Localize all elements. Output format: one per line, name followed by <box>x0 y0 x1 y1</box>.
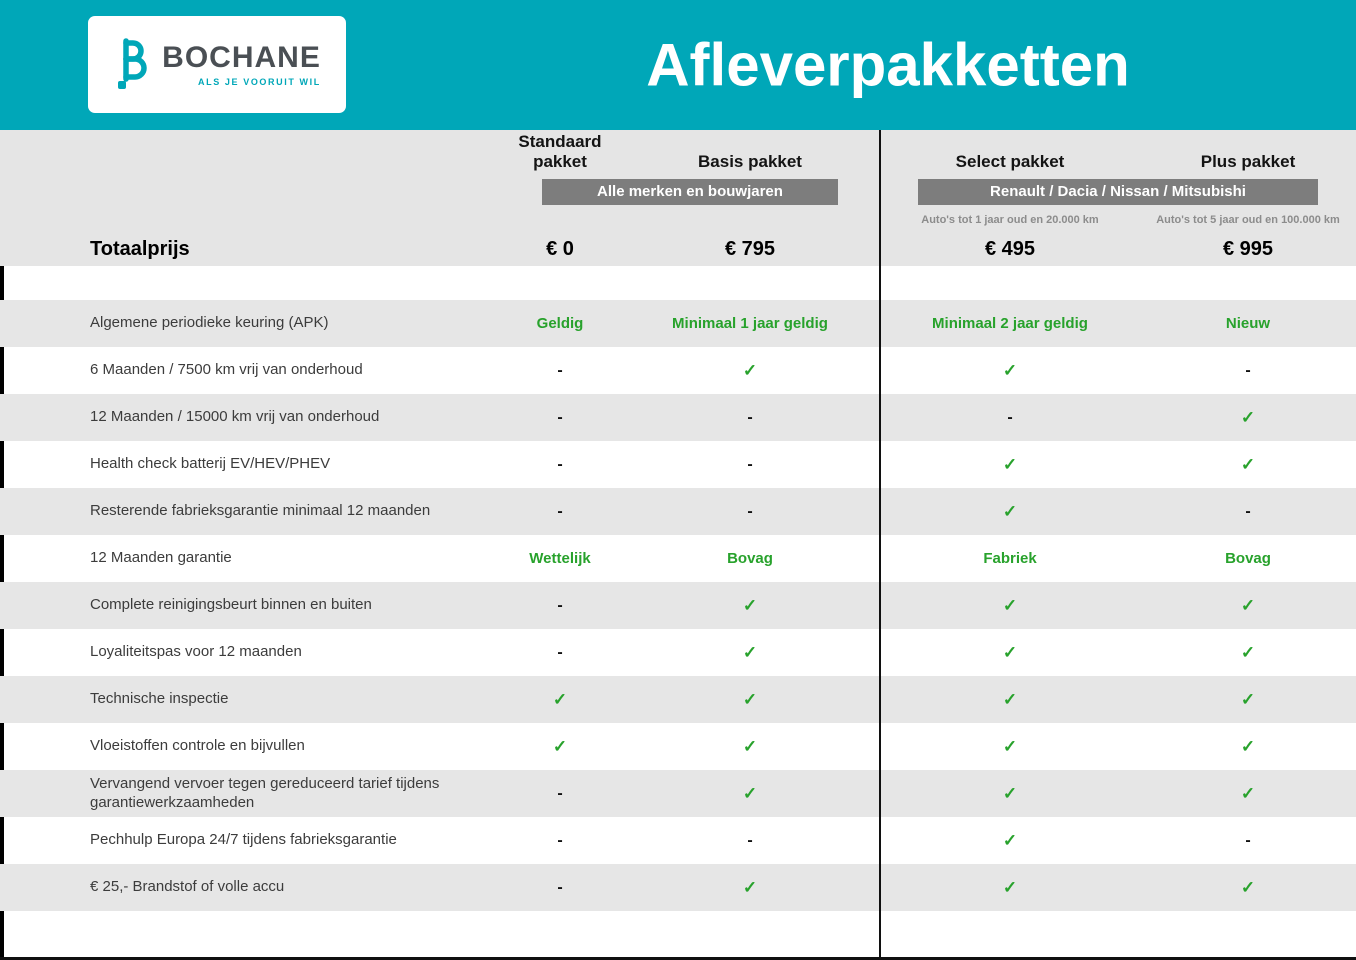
check-icon: ✓ <box>552 689 568 709</box>
column-note-select: Auto's tot 1 jaar oud en 20.000 km <box>921 214 1099 226</box>
check-icon: ✓ <box>742 877 758 897</box>
check-icon: ✓ <box>742 642 758 662</box>
feature-value: Bovag <box>1225 550 1271 567</box>
check-icon: ✓ <box>1240 454 1256 474</box>
logo-name: BOCHANE <box>162 40 321 74</box>
table-row <box>0 723 1356 770</box>
dash-icon: - <box>747 408 753 426</box>
column-header-select: Select pakket <box>955 152 1065 171</box>
column-header-plus: Plus pakket <box>1200 152 1296 171</box>
logo-tagline: ALS JE VOORUIT WIL <box>198 76 321 87</box>
feature-label: Technische inspectie <box>90 690 229 708</box>
notes-row <box>0 208 1356 232</box>
feature-value: Nieuw <box>1225 315 1271 332</box>
table-row <box>0 394 1356 441</box>
dash-icon: - <box>557 643 563 661</box>
feature-value: Minimaal 1 jaar geldig <box>672 315 828 332</box>
badges-row <box>0 176 1356 208</box>
feature-label: Vervangend vervoer tegen gereduceerd tarief tijdens garantiewerkzaamheden <box>90 774 440 811</box>
check-icon: ✓ <box>1002 595 1018 615</box>
feature-label: Vloeistoffen controle en bijvullen <box>90 737 305 755</box>
bochane-logo-icon <box>113 33 153 96</box>
dash-icon: - <box>747 831 753 849</box>
feature-label: Algemene periodieke keuring (APK) <box>90 314 329 332</box>
total-price-plus: € 995 <box>1222 237 1274 260</box>
table-row <box>0 347 1356 394</box>
table-row <box>0 300 1356 347</box>
table-row <box>0 441 1356 488</box>
header-gap-row <box>0 266 1356 300</box>
dash-icon: - <box>1245 831 1251 849</box>
table-header <box>0 130 1356 266</box>
table-row <box>0 864 1356 911</box>
check-icon: ✓ <box>742 689 758 709</box>
logo-card <box>88 16 346 113</box>
dash-icon: - <box>557 831 563 849</box>
badge-brands-renault-dacia-nissan-mitsubishi: Renault / Dacia / Nissan / Mitsubishi <box>918 179 1318 205</box>
feature-value: Bovag <box>727 550 773 567</box>
column-headers-row <box>0 130 1356 176</box>
check-icon: ✓ <box>1240 736 1256 756</box>
check-icon: ✓ <box>742 360 758 380</box>
feature-label: Complete reinigingsbeurt binnen en buiten <box>90 596 372 614</box>
check-icon: ✓ <box>1002 454 1018 474</box>
feature-value: Wettelijk <box>529 550 591 567</box>
total-price-standaard: € 0 <box>546 237 574 260</box>
header-banner <box>0 0 1356 130</box>
page-title: Afleverpakketten <box>646 31 1130 99</box>
feature-label: € 25,- Brandstof of volle accu <box>90 878 285 896</box>
check-icon: ✓ <box>552 736 568 756</box>
dash-icon: - <box>747 455 753 473</box>
check-icon: ✓ <box>1002 360 1018 380</box>
check-icon: ✓ <box>1240 877 1256 897</box>
table-row <box>0 535 1356 582</box>
dash-icon: - <box>747 502 753 520</box>
column-header-standaard: Standaard pakket <box>518 132 602 171</box>
bottom-filler <box>0 911 1356 957</box>
total-price-row <box>0 232 1356 266</box>
dash-icon: - <box>557 502 563 520</box>
check-icon: ✓ <box>1002 736 1018 756</box>
table-row <box>0 676 1356 723</box>
feature-label: Pechhulp Europa 24/7 tijdens fabrieksgarantie <box>90 831 397 849</box>
feature-rows <box>0 300 1356 911</box>
check-icon: ✓ <box>1002 689 1018 709</box>
feature-label: Health check batterij EV/HEV/PHEV <box>90 455 331 473</box>
feature-value: Fabriek <box>983 550 1037 567</box>
feature-label: 6 Maanden / 7500 km vrij van onderhoud <box>90 361 363 379</box>
dash-icon: - <box>557 596 563 614</box>
check-icon: ✓ <box>1002 783 1018 803</box>
dash-icon: - <box>557 878 563 896</box>
check-icon: ✓ <box>1240 642 1256 662</box>
dash-icon: - <box>1007 408 1013 426</box>
check-icon: ✓ <box>1002 830 1018 850</box>
column-note-plus: Auto's tot 5 jaar oud en 100.000 km <box>1156 214 1340 226</box>
total-price-label: Totaalprijs <box>90 237 190 260</box>
feature-label: Loyaliteitspas voor 12 maanden <box>90 643 302 661</box>
logo-text <box>162 40 321 87</box>
total-price-select: € 495 <box>984 237 1036 260</box>
check-icon: ✓ <box>1240 407 1256 427</box>
feature-label: Resterende fabrieksgarantie minimaal 12 maanden <box>90 502 431 520</box>
check-icon: ✓ <box>1002 501 1018 521</box>
feature-value: Geldig <box>536 315 584 332</box>
column-divider-line <box>879 130 881 957</box>
check-icon: ✓ <box>1240 595 1256 615</box>
column-header-basis: Basis pakket <box>698 152 802 171</box>
check-icon: ✓ <box>1002 642 1018 662</box>
dash-icon: - <box>557 784 563 802</box>
badge-all-brands: Alle merken en bouwjaren <box>542 179 838 205</box>
check-icon: ✓ <box>742 595 758 615</box>
dash-icon: - <box>557 408 563 426</box>
table-row <box>0 817 1356 864</box>
dash-icon: - <box>557 455 563 473</box>
table-row <box>0 488 1356 535</box>
check-icon: ✓ <box>1002 877 1018 897</box>
total-price-basis: € 795 <box>724 237 776 260</box>
feature-label: 12 Maanden / 15000 km vrij van onderhoud <box>90 408 380 426</box>
dash-icon: - <box>1245 502 1251 520</box>
dash-icon: - <box>557 361 563 379</box>
dash-icon: - <box>1245 361 1251 379</box>
table-row <box>0 629 1356 676</box>
check-icon: ✓ <box>742 736 758 756</box>
feature-value: Minimaal 2 jaar geldig <box>932 315 1088 332</box>
table-row <box>0 770 1356 817</box>
check-icon: ✓ <box>1240 783 1256 803</box>
check-icon: ✓ <box>1240 689 1256 709</box>
table-row <box>0 582 1356 629</box>
feature-label: 12 Maanden garantie <box>90 549 232 567</box>
check-icon: ✓ <box>742 783 758 803</box>
